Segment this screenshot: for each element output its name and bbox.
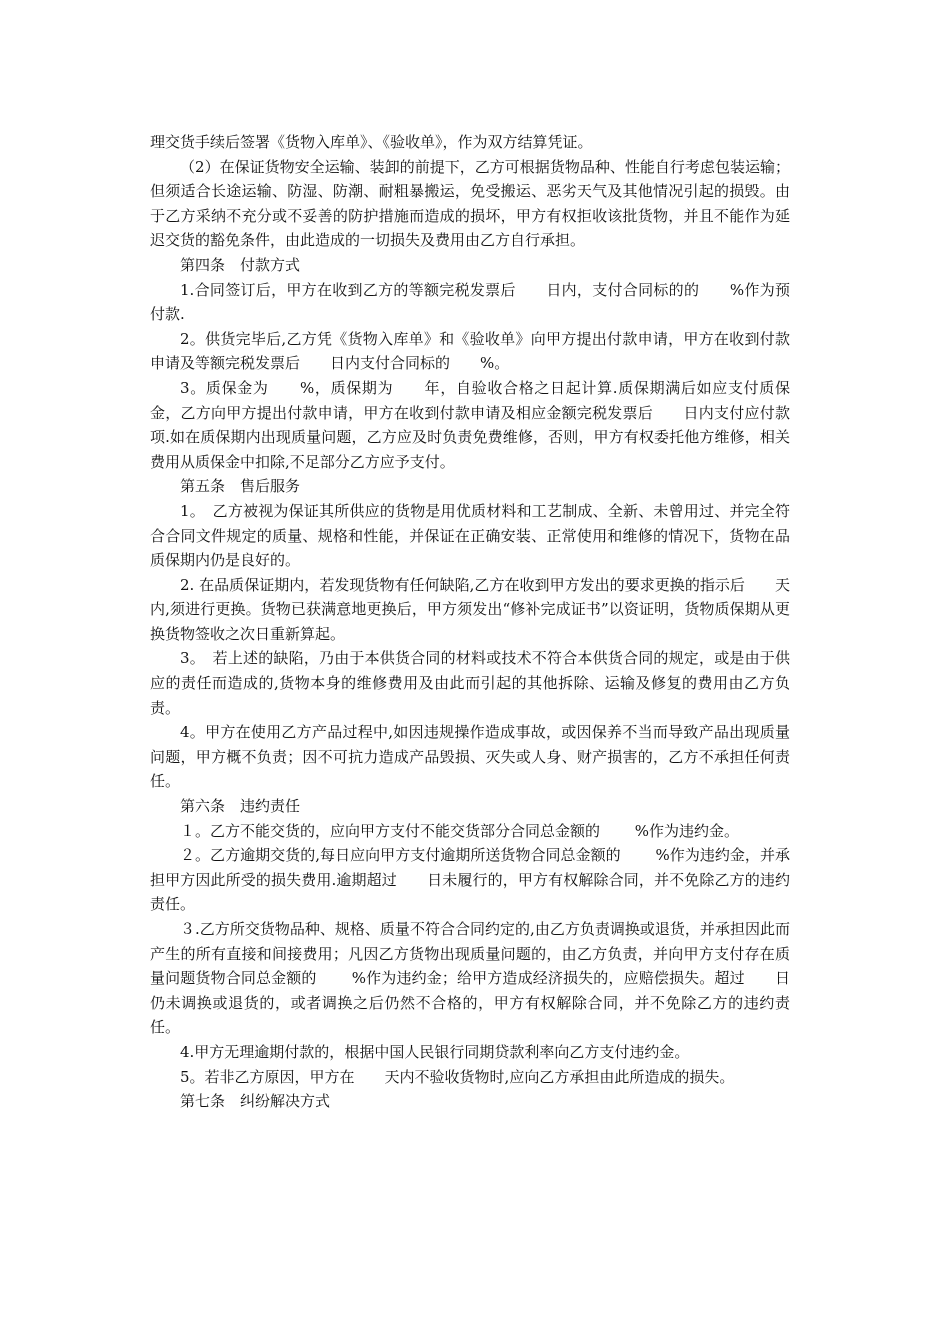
article-6-heading: 第六条 违约责任 (180, 797, 301, 816)
article-7-heading: 第七条 纠纷解决方式 (180, 1092, 331, 1111)
paragraph-misuse-liability: 4。甲方在使用乙方产品过程中,如因违规操作造成事故，或因保养不当而导致产品出现质量问题，甲方概不负责；因不可抗力造成产品毁损、灭失或人身、财产损害的，乙方不承担任何责任。 (150, 723, 790, 791)
paragraph-warranty-deposit: 3。质保金为 %，质保期为 年，自验收合格之日起计算.质保期满后如应支付质保金，乙方向甲方提出付款申请，甲方在收到付款申请及相应金额完税发票后 日内支付应付款项.如在质保期内出现质量问题，乙方应及时负责免费维修，否则，甲方有权委托他方维修，相关费用从质保金中扣除,不足部分乙方应予支付。 (150, 378, 790, 471)
paragraph-quality-guarantee: 1。 乙方被视为保证其所供应的货物是用优质材料和工艺制成、全新、未曾用过、并完全符合合同文件规定的质量、规格和性能，并保证在正确安装、正常使用和维修的情况下，货物在品质保期内仍是良好的。 (150, 501, 790, 570)
article-5-heading: 第五条 售后服务 (180, 477, 301, 496)
paragraph-delivery-payment: 2。供货完毕后,乙方凭《货物入库单》和《验收单》向甲方提出付款申请，甲方在收到付款申请及等额完税发票后 日内支付合同标的 %。 (150, 329, 790, 373)
paragraph-late-delivery-penalty: ２。乙方逾期交货的,每日应向甲方支付逾期所送货物合同总金额的 %作为违约金，并承担甲方因此所受的损失费用.逾期超过 日未履行的，甲方有权解除合同，并不免除乙方的违约责任。 (150, 846, 790, 914)
paragraph-transport-packaging: （2）在保证货物安全运输、装卸的前提下，乙方可根据货物品种、性能自行考虑包装运输；但须适合长途运输、防湿、防潮、耐粗暴搬运，免受搬运、恶劣天气及其他情况引起的损毁。由于乙方采纳不充分或不妥善的防护措施而造成的损坏，甲方有权拒收该批货物，并且不能作为延迟交货的豁免条件，由此造成的一切损失及费用由乙方自行承担。 (150, 157, 790, 250)
paragraph-defect-replacement: 2. 在品质保证期内，若发现货物有任何缺陷,乙方在收到甲方发出的要求更换的指示后 天内,须进行更换。货物已获满意地更换后，甲方须发出“修补完成证书”以资证明，货物质保期从更换货物签收之次日重新算起。 (150, 575, 790, 643)
paragraph-acceptance-delay: 5。若非乙方原因，甲方在 天内不验收货物时,应向乙方承担由此所造成的损失。 (180, 1067, 735, 1086)
paragraph-non-delivery-penalty: １。乙方不能交货的，应向甲方支付不能交货部分合同总金额的 %作为违约金。 (180, 821, 740, 840)
paragraph-late-payment: 4.甲方无理逾期付款的，根据中国人民银行同期贷款利率向乙方支付违约金。 (180, 1042, 690, 1061)
article-4-heading: 第四条 付款方式 (180, 255, 301, 274)
paragraph-nonconforming-goods: ３.乙方所交货物品种、规格、质量不符合合同约定的,由乙方负责调换或退货，并承担因此而产生的所有直接和间接费用；凡因乙方货物出现质量问题的，由乙方负责，并向甲方支付存在质量问题货物合同总金额的 %作为违约金；给甲方造成经济损失的，应赔偿损失。超过 日仍未调换或退货的，或者调换之后仍然不合格的，甲方有权解除合同，并不免除乙方的违约责任。 (150, 920, 790, 1037)
document-body (150, 130, 790, 1114)
paragraph-repair-costs: 3。 若上述的缺陷，乃由于本供货合同的材料或技术不符合本供货合同的规定，或是由于供应的责任而造成的,货物本身的维修费用及由此而引起的其他拆除、运输及修复的费用由乙方负责。 (150, 649, 790, 717)
paragraph-advance-payment: 1.合同签订后，甲方在收到乙方的等额完税发票后 日内，支付合同标的的 %作为预付款. (150, 280, 790, 324)
paragraph-delivery-settlement: 理交货手续后签署《货物入库单》、《验收单》，作为双方结算凭证。 (150, 133, 593, 151)
